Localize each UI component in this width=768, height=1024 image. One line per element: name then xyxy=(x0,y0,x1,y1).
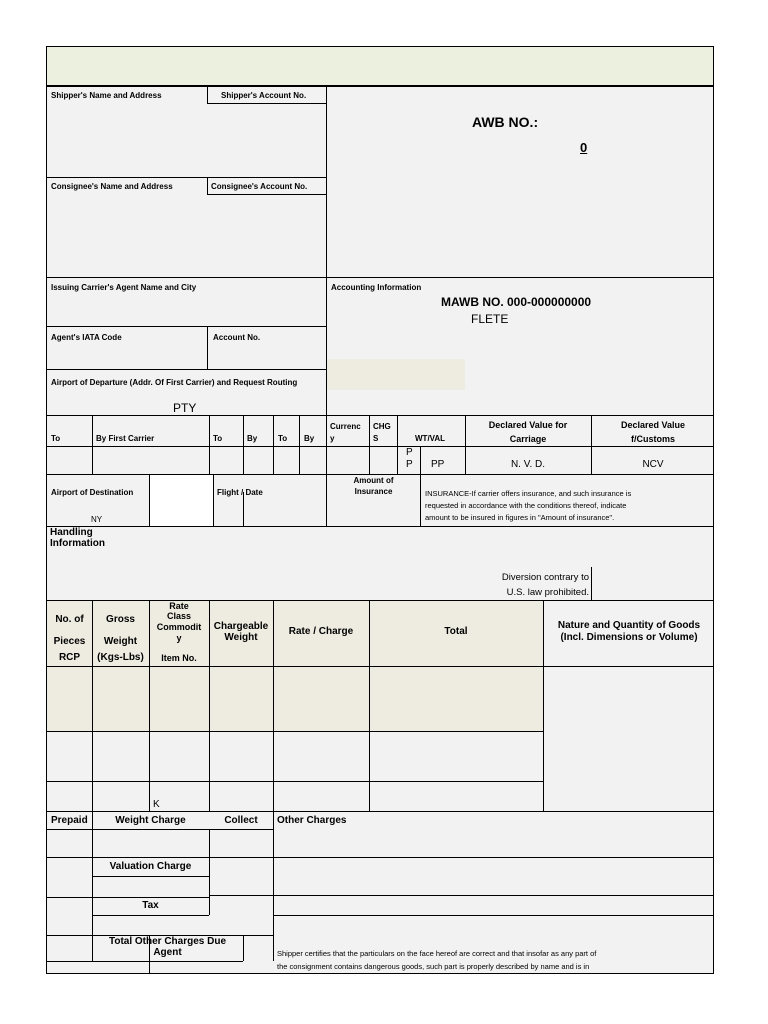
routing-to2-label: To xyxy=(213,434,223,443)
routing-to3-label: To xyxy=(278,434,288,443)
gross-header-2: Weight xyxy=(103,636,138,647)
prepaid-label: Prepaid xyxy=(51,815,88,826)
chargeable-header-2: Weight xyxy=(224,632,258,643)
mawb-number: MAWB NO. 000-000000000 xyxy=(441,295,592,309)
customs-label-2: f/Customs xyxy=(630,434,675,444)
rate-class-header-4: y xyxy=(176,633,182,643)
insurance-text-1: INSURANCE-If carrier offers insurance, and such insurance is xyxy=(425,489,632,498)
iata-code-label: Agent's IATA Code xyxy=(51,333,122,342)
departure-value: PTY xyxy=(173,401,197,415)
rate-class-header-1: Rate xyxy=(169,601,189,611)
pieces-header-3: RCP xyxy=(58,652,81,663)
accounting-label: Accounting Information xyxy=(331,283,422,292)
insurance-text-3: amount to be insured in figures in "Amount of insurance". xyxy=(425,513,615,522)
destination-value: NY xyxy=(91,515,103,524)
insurance-text-2: requested in accordance with the conditions thereof, indicate xyxy=(425,501,627,510)
handling-label-2: Information xyxy=(50,538,105,549)
diversion-text-1: Diversion contrary to xyxy=(501,572,589,583)
shipper-certification-1: Shipper certifies that the particulars on the face hereof are correct and that insofar as any part of xyxy=(277,949,597,958)
routing-to-label: To xyxy=(51,434,61,443)
accounting-shaded-cell xyxy=(327,359,465,390)
total-header: Total xyxy=(444,626,468,637)
total-other-agent-label-2: Agent xyxy=(153,947,182,958)
shipper-name-label: Shipper's Name and Address xyxy=(51,91,162,100)
pp-p1: P xyxy=(406,447,413,458)
diversion-text-2: U.S. law prohibited. xyxy=(506,587,589,598)
destination-label: Airport of Destination xyxy=(51,488,134,497)
valuation-charge-label: Valuation Charge xyxy=(109,861,192,872)
currency-label-2: y xyxy=(330,434,335,443)
carriage-value: N. V. D. xyxy=(510,459,546,470)
goods-total-unit: K xyxy=(153,799,160,810)
other-charges-label: Other Charges xyxy=(277,815,347,826)
pieces-header-2: Pieces xyxy=(53,636,86,647)
air-waybill-form xyxy=(46,46,714,974)
rate-class-header-2: Class xyxy=(166,611,192,621)
header-band xyxy=(47,47,714,85)
customs-value: NCV xyxy=(642,459,664,470)
goods-row-shaded xyxy=(47,666,543,731)
handling-label-1: Handling xyxy=(50,527,93,538)
consignee-name-label: Consignee's Name and Address xyxy=(51,182,173,191)
shipper-account-label: Shipper's Account No. xyxy=(221,91,307,100)
chgs-label-2: S xyxy=(373,434,379,443)
wt-val-value: PP xyxy=(431,459,445,470)
pp-p2: P xyxy=(406,459,413,470)
awb-label: AWB NO.: xyxy=(472,114,539,130)
collect-label: Collect xyxy=(224,815,258,826)
carriage-label-2: Carriage xyxy=(509,434,547,444)
carriage-label-1: Declared Value for xyxy=(488,420,568,430)
pieces-header-1: No. of xyxy=(55,614,84,625)
flight-date-label: Flight / Date xyxy=(217,488,263,497)
nature-header-2: (Incl. Dimensions or Volume) xyxy=(560,632,698,643)
gross-header-1: Gross xyxy=(106,614,135,625)
freight-label: FLETE xyxy=(471,312,509,326)
customs-label-1: Declared Value xyxy=(620,420,686,430)
chgs-label-1: CHG xyxy=(373,422,391,431)
rate-class-header-5: Item No. xyxy=(161,653,197,663)
first-carrier-label: By First Carrier xyxy=(96,434,155,443)
total-other-agent-label-1: Total Other Charges Due xyxy=(108,936,227,947)
chargeable-header-1: Chargeable xyxy=(213,621,269,632)
insurance-amount-label-2: Insurance xyxy=(354,487,393,496)
weight-charge-label: Weight Charge xyxy=(115,815,186,826)
consignee-account-label: Consignee's Account No. xyxy=(211,182,308,191)
wt-val-label: WT/VAL xyxy=(415,434,446,443)
awb-number: 0 xyxy=(580,140,588,155)
nature-header-1: Nature and Quantity of Goods xyxy=(557,620,701,631)
rate-charge-header: Rate / Charge xyxy=(288,626,354,637)
routing-by3-label: By xyxy=(304,434,315,443)
destination-blank-cell xyxy=(149,474,213,526)
issuing-agent-label: Issuing Carrier's Agent Name and City xyxy=(51,283,197,292)
gross-header-3: (Kgs-Lbs) xyxy=(97,652,144,663)
departure-label: Airport of Departure (Addr. Of First Carrier) and Request Routing xyxy=(51,378,298,387)
currency-label-1: Currenc xyxy=(330,422,361,431)
tax-label: Tax xyxy=(142,900,159,911)
rate-class-header-3: Commodit xyxy=(156,622,202,632)
iata-account-label: Account No. xyxy=(213,333,261,342)
routing-by2-label: By xyxy=(247,434,258,443)
insurance-amount-label-1: Amount of xyxy=(353,476,394,485)
shipper-certification-2: the consignment contains dangerous goods, such part is properly described by name and is in xyxy=(277,962,590,971)
